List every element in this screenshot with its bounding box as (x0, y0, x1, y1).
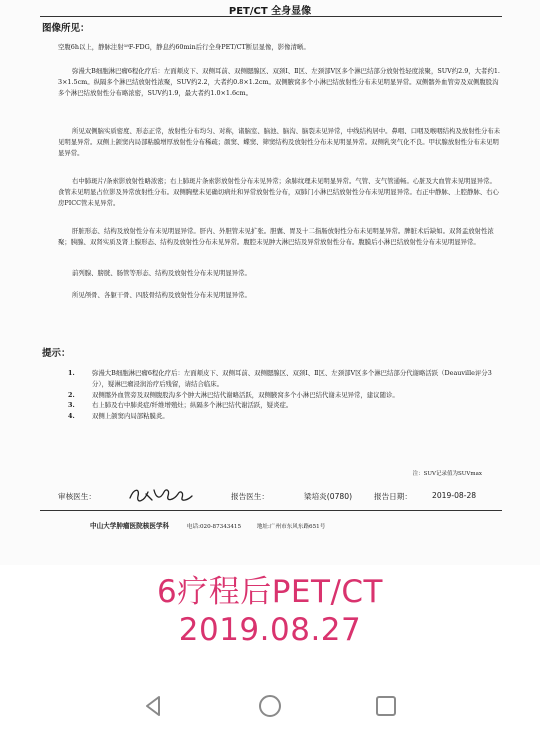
tip-item: 4. 双侧上颌窦内局部粘膜炎。 (68, 412, 169, 421)
reporter-label: 报告医生： (231, 492, 269, 501)
findings-paragraph: 所见颅骨、各躯干骨、四肢骨结构及放射性分布未见明显异常。 (72, 291, 251, 299)
back-button[interactable] (140, 693, 168, 719)
findings-paragraph: 肝脏形态、结构及放射性分布未见明显异常。肝内、外胆管未见扩张。胆囊、胃及十二指肠放射性分布未见明显异常。脾脏术后缺如。双肾盂放射性浓聚；胰腺、双肾实质及肾上腺形态、结构及放射性分布未见异常。腹腔未见肿大淋巴结及异常放射性分布。腹膜后小淋巴结放射性分布未见明显异常。 (58, 227, 494, 246)
title-rule (40, 16, 502, 17)
hospital-phone: 电话:020-87343415 (186, 524, 242, 530)
tip-item: 3. 右上肺及右中肺炎症/纤维增殖灶；纵隔多个淋巴结代谢活跃，疑炎症。 (68, 401, 293, 410)
date-label: 报告日期： (374, 492, 412, 501)
findings-heading: 图像所见： (42, 23, 90, 34)
signature-row (44, 488, 504, 506)
findings-paragraph: 弥漫大B细胞淋巴瘤6程化疗后：左面颊皮下、双侧耳前、双侧腮腺区、双颈Ⅰ、Ⅱ区、左颈部Ⅴ区多个淋巴结部分放射性轻度浓聚，SUV约2.9，大者约1.3×1.5cm。纵隔多个淋巴结放射性浓聚，SUV约2.2，大者约0.8×1.2cm。双侧腋窝多个小淋巴结放射性分布未见明显异常。双侧髂外血管旁及双侧腹股沟多个淋巴结放射性分布略浓密，SUV约1.9，最大者约1.0×1.6cm。 (58, 67, 500, 97)
tips-list (68, 368, 498, 422)
system-navigation-bar (0, 683, 540, 729)
footer-rule (40, 510, 502, 511)
tips-heading: 提示： (42, 348, 71, 359)
recent-apps-button[interactable] (372, 693, 400, 719)
hospital-address: 地址:广州市东风东路651号 (256, 524, 326, 530)
suv-note: 注：SUV记录值为SUVmax (412, 471, 482, 477)
findings-paragraph: 右中肺斑片/条索影放射性略浓密；右上肺斑片条索影放射性分布未见异常；余肺纹理未见明显异常。气管、支气管通畅。心脏及大血管未见明显异常。食管未见明显占位影及异常放射性分布。双侧胸壁未见确切病灶和异常放射性分布，双肺门小淋巴结放射性分布未见明显异常。右正中静脉、上腔静脉、右心房PICC管未见异常。 (58, 177, 499, 207)
caption-title: 6疗程后PET/CT (157, 574, 383, 610)
reviewer-label: 审核医生： (58, 492, 96, 501)
back-icon (140, 693, 168, 719)
report-title: PET/CT 全身显像 (228, 6, 312, 17)
home-icon (256, 693, 284, 719)
findings-paragraph: 前列腺、膀胱、肠管等形态、结构及放射性分布未见明显异常。 (72, 269, 251, 277)
report-date: 2019-08-28 (432, 491, 477, 500)
caption-date: 2019.08.27 (178, 612, 362, 648)
handwritten-signature (126, 484, 196, 506)
home-button[interactable] (256, 693, 284, 719)
recent-apps-icon (372, 693, 400, 719)
findings-paragraph: 空腹6h以上，静脉注射¹⁸F-FDG，静息约60min后行全身PET/CT断层显像，影像清晰。 (58, 43, 310, 51)
hospital-name: 中山大学肿瘤医院核医学科 (90, 522, 170, 530)
tip-item: 2. 双侧髂外血管旁及双侧腹股沟多个肿大淋巴结代谢略活跃，双侧腋窝多个小淋巴结代谢未见异常，建议随诊。 (68, 390, 399, 399)
tip-item: 1. 弥漫大B细胞淋巴瘤6程化疗后：左面颊皮下、双侧耳前、双侧腮腺区、双颈Ⅰ、Ⅱ区、左颈部Ⅴ区多个淋巴结部分代谢略活跃（Deauville评分3分），疑淋巴瘤浸润治疗后残留，请结合临床。 (68, 369, 492, 388)
report-footer (90, 520, 500, 530)
reporter-name: 梁培炎(0780) (304, 492, 353, 501)
findings-paragraph: 所见双侧脑实质密度、形态正常，放射性分布均匀、对称，诸脑室、脑池、脑沟、脑裂未见异常，中线结构居中。鼻咽、口咽及喉咽结构及放射性分布未见明显异常。双侧上颌窦内局部粘膜增厚放射性分布稀疏；颜窦、蝶窦、筛窦结构及放射性分布未见明显异常。双侧乳突气化不良。甲状腺放射性分布未见明显异常。 (58, 127, 501, 157)
